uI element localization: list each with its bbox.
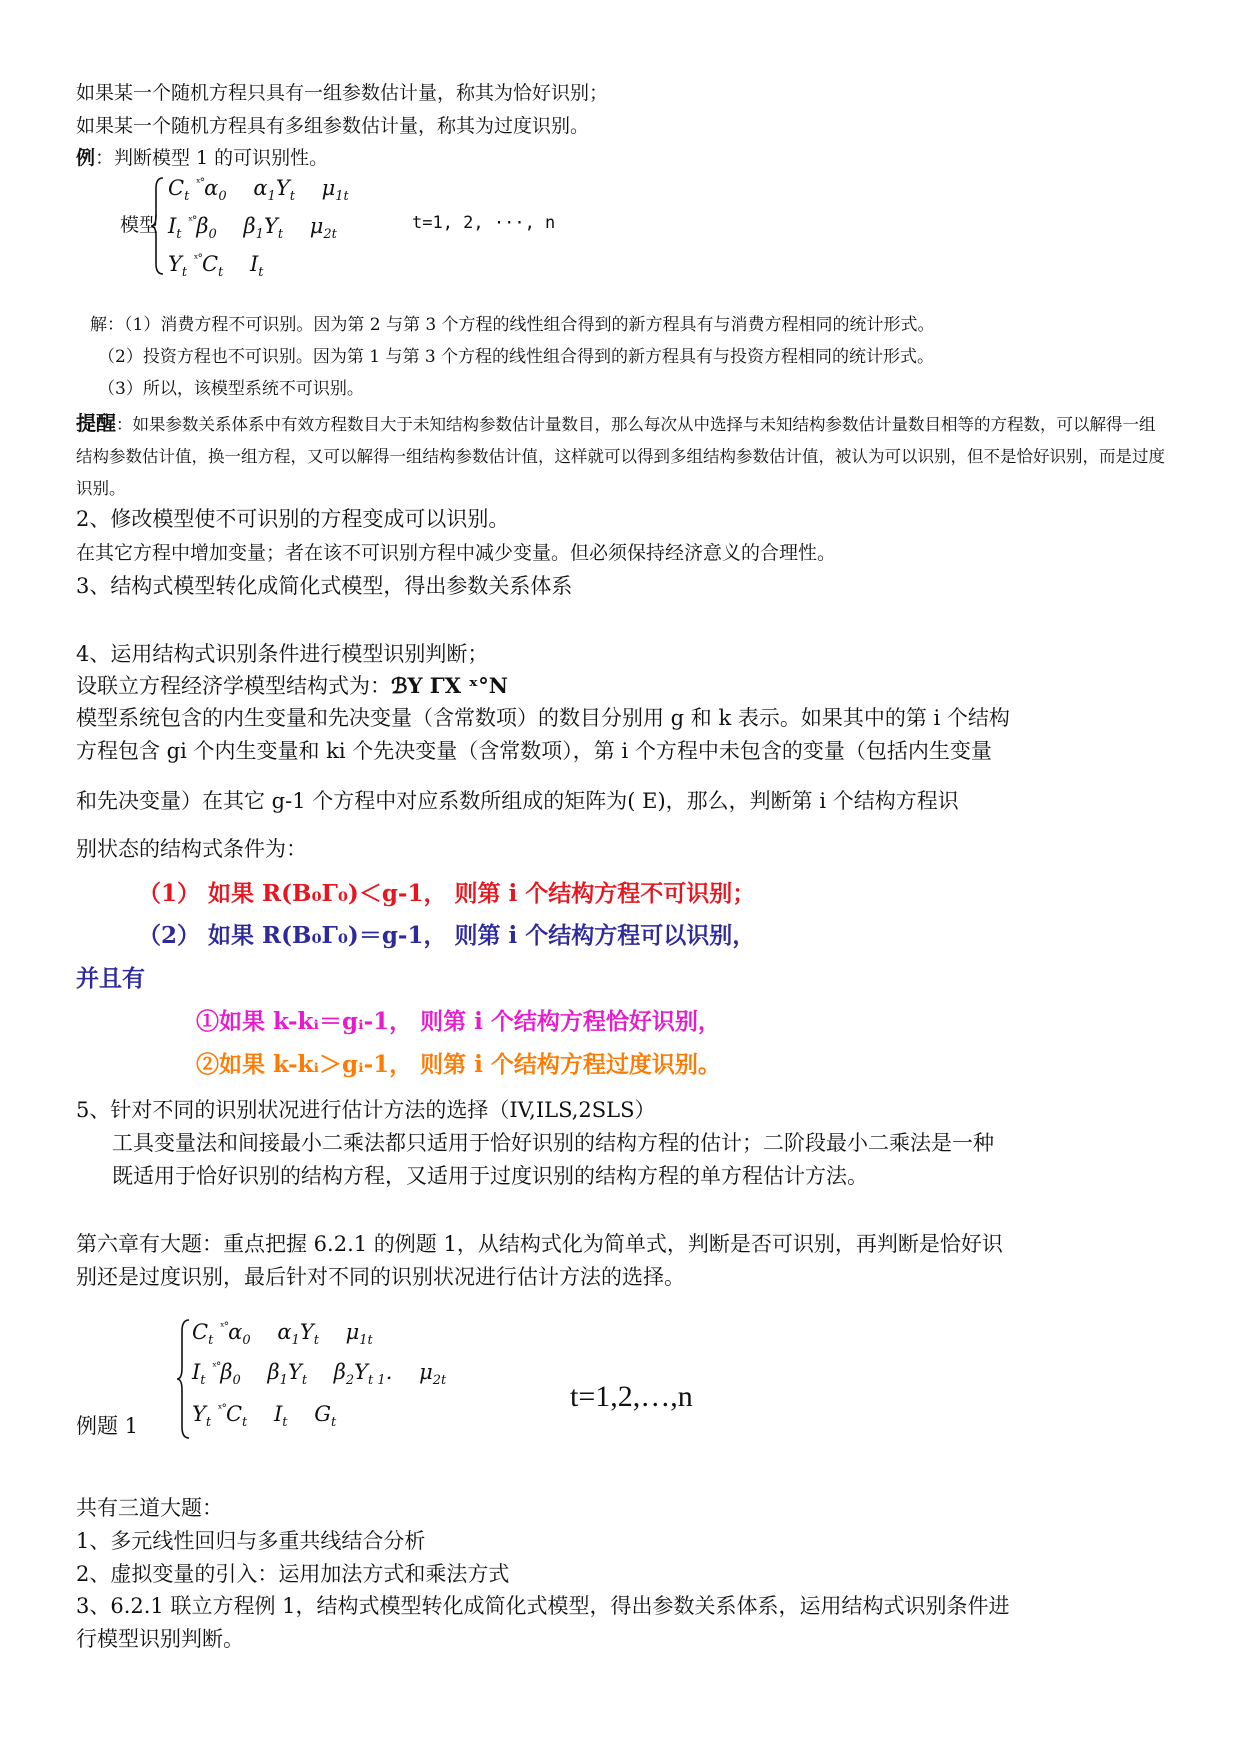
example-1-equation-3: $Y_t$ $^{ˣ^\circ}C_t$ $I_t$ $G_t$	[192, 1402, 337, 1430]
example-1-range: t=1,2,…,n	[570, 1380, 693, 1413]
condition-not-identified: （1） 如果 R(B₀Γ₀)＜g-1， 则第 i 个结构方程不可识别；	[138, 880, 756, 907]
section-2-title: 2、修改模型使不可识别的方程变成可以识别。	[76, 507, 510, 531]
solution-line-1: 解：（1）消费方程不可识别。因为第 2 与第 3 个方程的线性组合得到的新方程具有与消费方程相同的统计形式。	[90, 315, 935, 335]
section-4-line-3: 和先决变量）在其它 g-1 个方程中对应系数所组成的矩阵为( E)，那么，判断第 i 个结构方程识	[76, 789, 959, 813]
paragraph-exact-identification: 如果某一个随机方程只具有一组参数估计量，称其为恰好识别；	[76, 82, 609, 104]
condition-identified: （2） 如果 R(B₀Γ₀)＝g-1， 则第 i 个结构方程可以识别，	[138, 922, 756, 949]
section-5-line-2: 既适用于恰好识别的结构方程，又适用于过度识别的结构方程的单方程估计方法。	[112, 1164, 868, 1188]
section-4-line-4: 别状态的结构式条件为：	[76, 837, 307, 861]
reminder-text: ：如果参数关系体系中有效方程数目大于未知结构参数估计量数目，那么每次从中选择与未知结构参数估计量数目相等的方程数，可以解得一组结构参数估计值，换一组方程，又可以解得一组结构参数估计值，这样就可以得到多组结构参数估计值，被认为可以识别，但不是恰好识别，而是过度识别。	[76, 415, 1165, 498]
section-2-text: 在其它方程中增加变量；者在该不可识别方程中减少变量。但必须保持经济意义的合理性。	[76, 542, 837, 564]
section-5-title: 5、针对不同的识别状况进行估计方法的选择（IV,ILS,2SLS）	[76, 1098, 656, 1122]
final-item-2: 2、虚拟变量的引入：运用加法方式和乘法方式	[76, 1562, 510, 1586]
chapter-6-line-1: 第六章有大题：重点把握 6.2.1 的例题 1，从结构式化为简单式，判断是否可识别，再判断是恰好识	[76, 1232, 1003, 1256]
example-text: ：判断模型 1 的可识别性。	[95, 147, 329, 169]
section-4-line-2: 方程包含 gi 个内生变量和 ki 个先决变量（含常数项），第 i 个方程中未包含的变量（包括内生变量	[76, 739, 992, 763]
section-5-line-1: 工具变量法和间接最小二乘法都只适用于恰好识别的结构方程的估计；二阶段最小二乘法是一种	[112, 1131, 994, 1155]
example-heading	[76, 143, 328, 170]
paragraph-over-identification: 如果某一个随机方程具有多组参数估计量，称其为过度识别。	[76, 115, 590, 137]
example-1-equation-1: $C_t$ $^{ˣ^\circ}\alpha_0$ $\alpha_1Y_t$ $\mu_{1t}$	[192, 1320, 373, 1348]
solution-line-2: （2）投资方程也不可识别。因为第 1 与第 3 个方程的线性组合得到的新方程具有与投资方程相同的统计形式。	[98, 347, 935, 367]
structural-form-equation: ℬY ΓX ˣ°N	[391, 673, 508, 698]
final-intro: 共有三道大题：	[76, 1496, 223, 1520]
section-3-title: 3、结构式模型转化成简化式模型，得出参数关系体系	[76, 574, 573, 598]
model-1-equation-2: $I_t$ $^{ˣ^\circ}\beta_0$ $\beta_1Y_t$ $\mu_{2t}$	[168, 214, 337, 242]
reminder-label: 提醒	[76, 411, 116, 435]
model-1-equation-3: $Y_t$ $^{ˣ^\circ}C_t$ $I_t$	[168, 252, 264, 280]
example-label: 例	[76, 147, 96, 169]
model-1-range: t=1, 2, ···, n	[412, 213, 556, 233]
model-1-brace	[150, 176, 164, 276]
example-1-brace	[176, 1318, 190, 1440]
example-1-equation-2: $I_t$ $^{ˣ^\circ}\beta_0$ $\beta_1Y_t$ $\beta_2Y_{t 1}$. $\mu_{2t}$	[192, 1360, 447, 1388]
section-4-line-1: 模型系统包含的内生变量和先决变量（含常数项）的数目分别用 g 和 k 表示。如果其中的第 i 个结构	[76, 706, 1010, 730]
condition-and: 并且有	[76, 965, 145, 992]
structural-form-prefix: 设联立方程经济学模型结构式为：	[76, 674, 391, 698]
condition-over-identified: ②如果 k-kᵢ＞gᵢ-1， 则第 i 个结构方程过度识别。	[196, 1051, 721, 1078]
model-1-label: 模型	[120, 214, 159, 236]
section-4-title: 4、运用结构式识别条件进行模型识别判断；	[76, 642, 489, 666]
chapter-6-line-2: 别还是过度识别，最后针对不同的识别状况进行估计方法的选择。	[76, 1265, 685, 1289]
example-1-label: 例题 1	[76, 1414, 139, 1438]
final-item-1: 1、多元线性回归与多重共线结合分析	[76, 1529, 426, 1553]
condition-exactly-identified: ①如果 k-kᵢ＝gᵢ-1， 则第 i 个结构方程恰好识别，	[196, 1008, 721, 1035]
solution-line-3: （3）所以，该模型系统不可识别。	[98, 379, 364, 399]
structural-form-line	[76, 670, 508, 700]
final-item-3-line-2: 行模型识别判断。	[76, 1627, 244, 1651]
reminder-paragraph	[76, 407, 1171, 505]
final-item-3-line-1: 3、6.2.1 联立方程例 1，结构式模型转化成简化式模型，得出参数关系体系，运用结构式识别条件进	[76, 1594, 1010, 1618]
model-1-equation-1: $C_t$ $^{ˣ^\circ}\alpha_0$ $\alpha_1Y_t$ $\mu_{1t}$	[168, 176, 349, 204]
